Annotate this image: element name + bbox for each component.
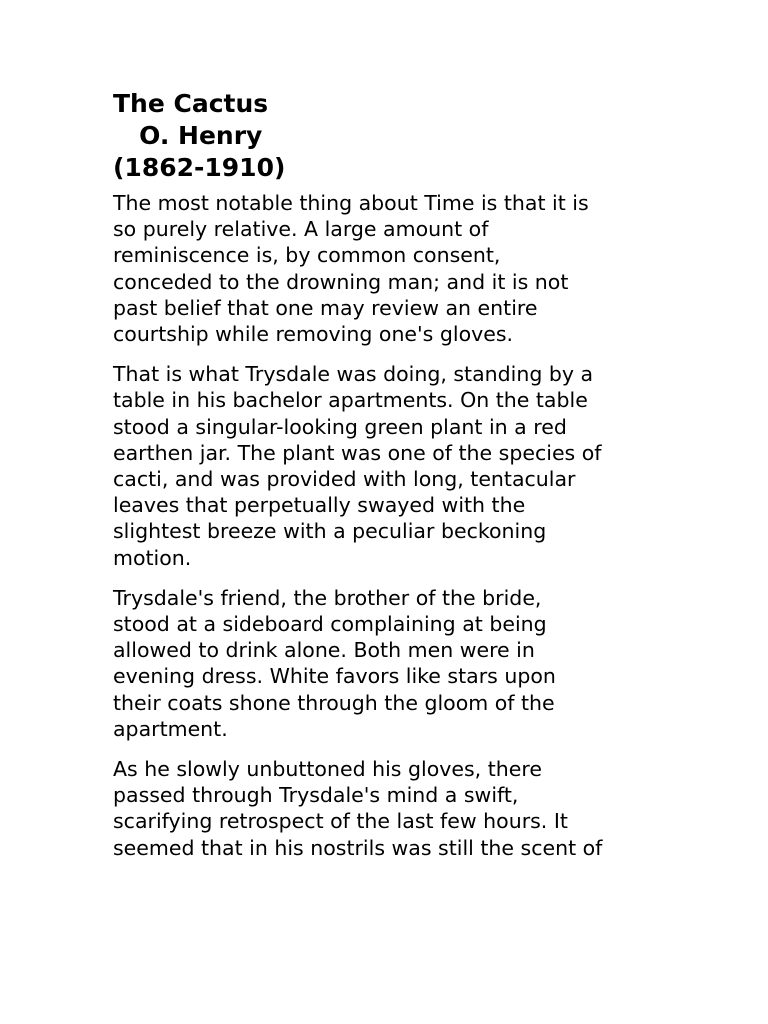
document-page (113, 88, 673, 875)
text-line: courtship while removing one's gloves. (113, 322, 514, 347)
text-line: earthen jar. The plant was one of the species of (113, 440, 602, 465)
text-line: stood at a sideboard complaining at being (113, 612, 547, 637)
text-line: past belief that one may review an entire (113, 295, 538, 320)
text-line: passed through Trysdale's mind a swift, (113, 783, 519, 808)
text-line: apartment. (113, 716, 228, 741)
text-line: Trysdale's friend, the brother of the bride, (113, 585, 542, 610)
story-title: The Cactus (113, 89, 269, 118)
text-line: That is what Trysdale was doing, standing by a (113, 362, 594, 387)
author-name: O. Henry (113, 121, 263, 150)
text-line: allowed to drink alone. Both men were in (113, 638, 535, 663)
paragraph-1 (113, 190, 673, 347)
paragraph-2 (113, 361, 673, 571)
text-line: leaves that perpetually swayed with the (113, 493, 526, 518)
author-dates: (1862-1910) (113, 153, 286, 182)
paragraph-4 (113, 756, 673, 861)
text-line: table in his bachelor apartments. On the table (113, 388, 588, 413)
text-line: As he slowly unbuttoned his gloves, there (113, 757, 542, 782)
text-line: conceded to the drowning man; and it is not (113, 269, 569, 294)
text-line: evening dress. White favors like stars upon (113, 664, 556, 689)
text-line: so purely relative. A large amount of (113, 217, 489, 242)
text-line: reminiscence is, by common consent, (113, 243, 501, 268)
text-line: slightest breeze with a peculiar beckoning (113, 519, 547, 544)
paragraph-3 (113, 585, 673, 742)
text-line: scarifying retrospect of the last few hours. It (113, 809, 568, 834)
text-line: The most notable thing about Time is that it is (113, 191, 589, 215)
text-line: cacti, and was provided with long, tentacular (113, 467, 576, 492)
text-line: their coats shone through the gloom of the (113, 690, 555, 715)
text-line: motion. (113, 545, 192, 570)
text-line: seemed that in his nostrils was still the scent of (113, 835, 603, 860)
title-block (113, 88, 673, 184)
text-line: stood a singular-looking green plant in a red (113, 414, 567, 439)
